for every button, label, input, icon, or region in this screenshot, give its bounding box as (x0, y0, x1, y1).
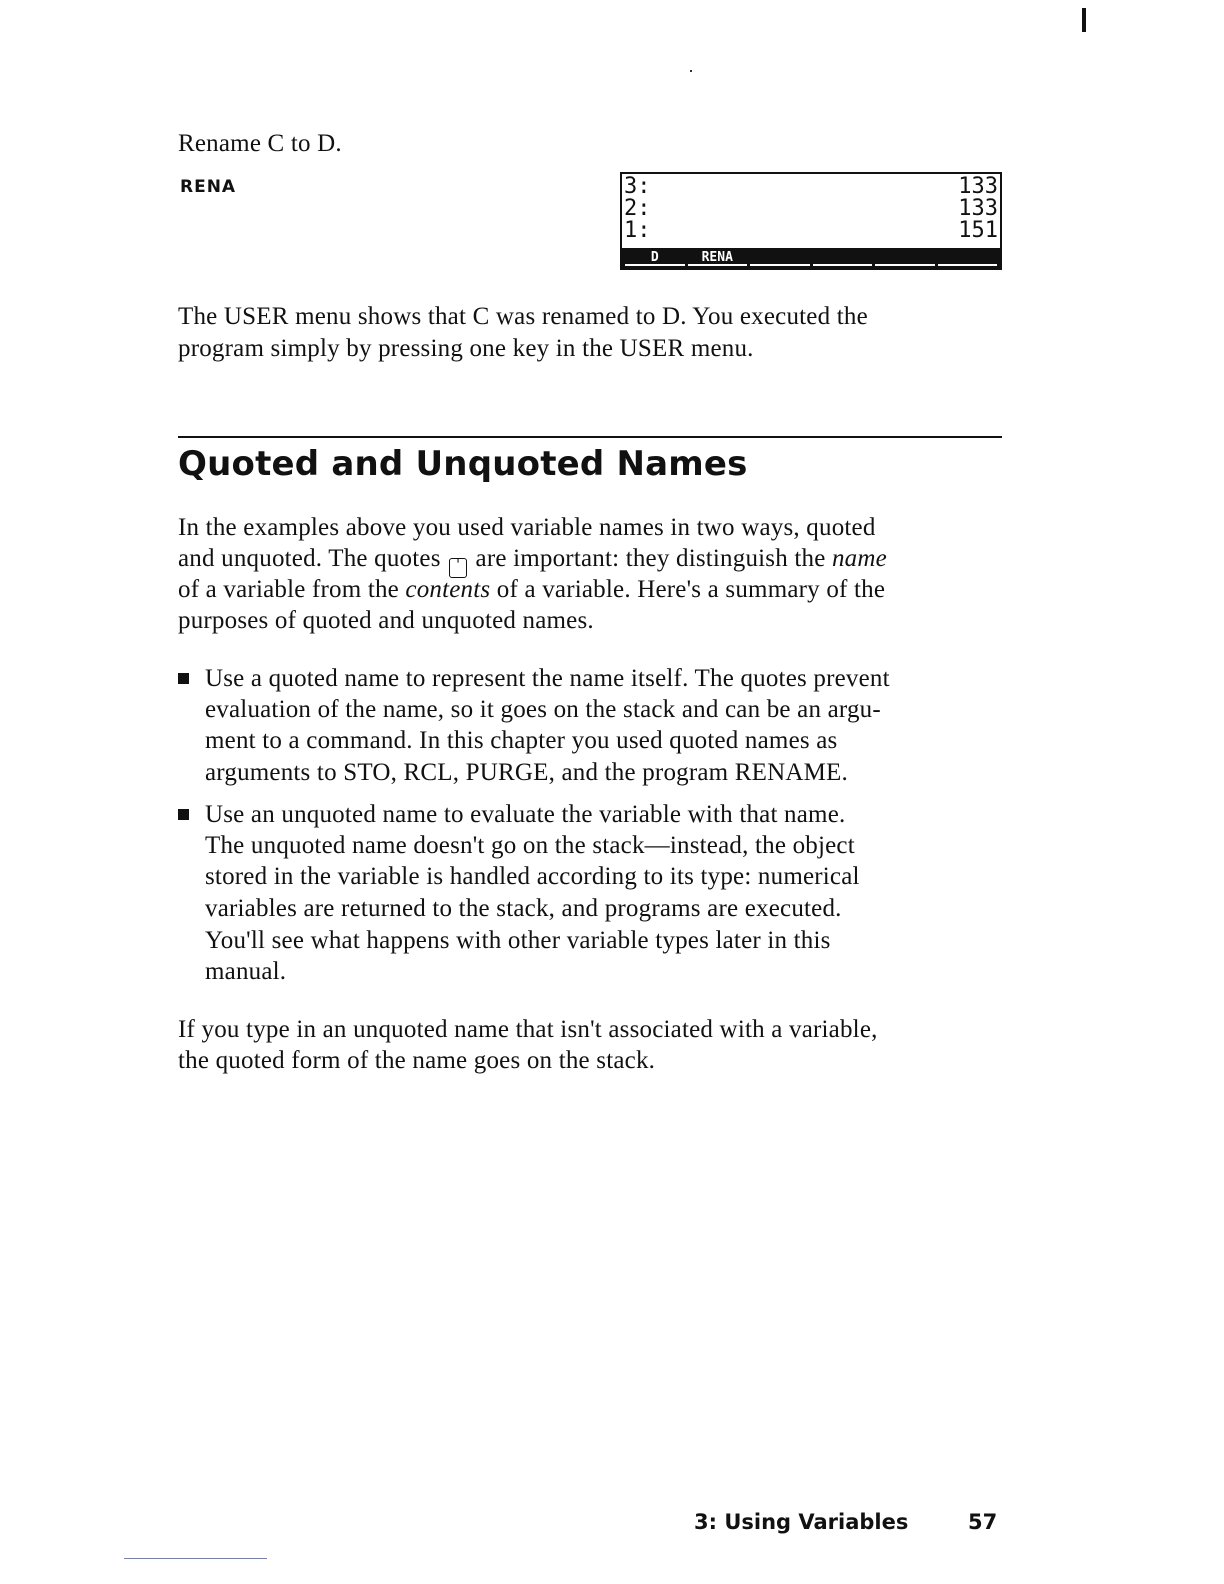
text-run: and unquoted. The quotes (178, 545, 441, 572)
stack-value: 133 (958, 196, 998, 221)
bullet-line: Use an unquoted name to evaluate the variable with that name. (205, 801, 846, 828)
text-run: of a variable. Here's a summary of the (496, 576, 886, 603)
bullet-line: stored in the variable is handled according to its type: numerical (205, 863, 860, 890)
stack-level-label: 2: (624, 196, 651, 221)
speck (690, 70, 692, 72)
paragraph-line: If you type in an unquoted name that isn't associated with a variable, (178, 1016, 878, 1043)
stack-level-label: 1: (624, 218, 651, 243)
text-run: are important: they distinguish the (475, 545, 826, 572)
calculator-display (620, 172, 1002, 270)
paragraph-line (178, 574, 885, 605)
paragraph-line: program simply by pressing one key in the USER menu. (178, 335, 754, 362)
softkey-d[interactable]: D (625, 250, 685, 266)
softkey-blank[interactable] (750, 250, 810, 266)
softkey-menu-bar (622, 248, 1000, 268)
margin-change-bar (1082, 8, 1086, 32)
bullet-line: variables are returned to the stack, and programs are executed. (205, 895, 842, 922)
paragraph-line: In the examples above you used variable names in two ways, quoted (178, 514, 876, 541)
scan-edge-line (124, 1558, 267, 1559)
stack-value: 133 (958, 174, 998, 199)
paragraph-line: purposes of quoted and unquoted names. (178, 607, 594, 634)
softkey-blank[interactable] (813, 250, 873, 266)
stack-level-3 (624, 176, 998, 198)
paragraph-line: the quoted form of the name goes on the stack. (178, 1047, 656, 1074)
quote-key-icon: ' (449, 558, 467, 578)
footer-chapter: 3: Using Variables (694, 1510, 909, 1534)
bullet-line: evaluation of the name, so it goes on the stack and can be an argu- (205, 696, 881, 723)
softkey-blank[interactable] (938, 250, 998, 266)
bullet-icon (178, 809, 189, 820)
key-label-rena: RENA (180, 177, 237, 197)
stack-level-label: 3: (624, 174, 651, 199)
stack-level-2 (624, 198, 998, 220)
bullet-line: manual. (205, 958, 287, 985)
bullet-line: ment to a command. In this chapter you used quoted names as (205, 727, 838, 754)
section-rule (178, 436, 1002, 438)
emphasis-contents: contents (405, 576, 491, 603)
stack-level-1 (624, 220, 998, 242)
bullet-icon (178, 673, 189, 684)
footer-page-number: 57 (968, 1510, 998, 1534)
emphasis-name: name (831, 545, 887, 572)
paragraph-line (178, 543, 887, 578)
stack-value: 151 (958, 218, 998, 243)
text-run: of a variable from the (178, 576, 399, 603)
section-title: Quoted and Unquoted Names (178, 444, 748, 484)
paragraph-line: The USER menu shows that C was renamed to D. You executed the (178, 303, 868, 330)
bullet-line: Use a quoted name to represent the name itself. The quotes prevent (205, 665, 890, 692)
softkey-blank[interactable] (875, 250, 935, 266)
instruction-text: Rename C to D. (178, 130, 342, 157)
bullet-line: You'll see what happens with other variable types later in this (205, 927, 831, 954)
bullet-line: The unquoted name doesn't go on the stack—instead, the object (205, 832, 855, 859)
softkey-rena[interactable]: RENA (688, 250, 748, 266)
bullet-line: arguments to STO, RCL, PURGE, and the program RENAME. (205, 759, 848, 786)
